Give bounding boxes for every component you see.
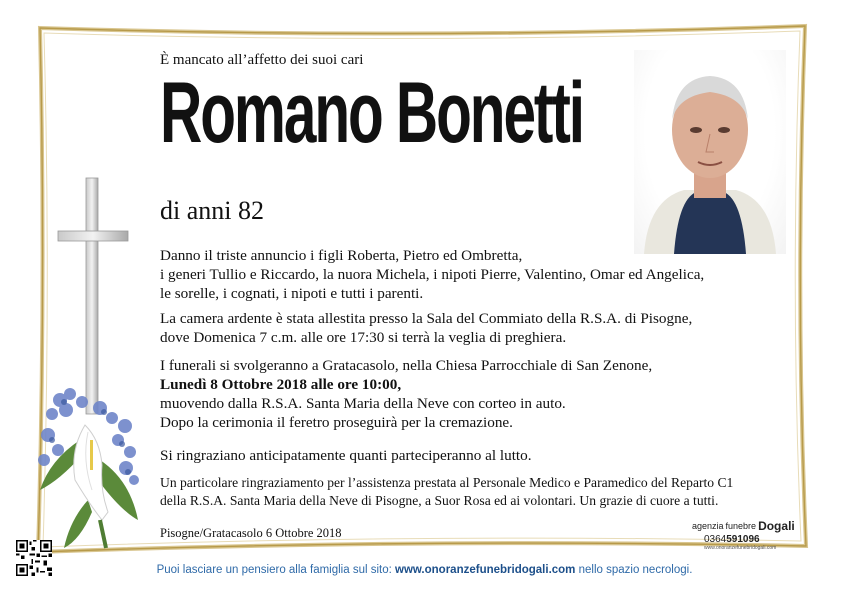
text-line: le sorelle, i cognati, i nipoti e tutti i parenti. — [160, 285, 424, 302]
text-line: dove Domenica 7 c.m. alle ore 17:30 si terrà la veglia di preghiera. — [160, 329, 567, 346]
text-line: Danno il triste annuncio i figli Roberta, Pietro ed Ombretta, — [160, 247, 523, 264]
logo-prefix: agenzia — [692, 521, 724, 531]
flower-bouquet-icon — [30, 380, 150, 550]
footer-text-end: nello spazio necrologi. — [578, 564, 693, 576]
text-line: i generi Tullio e Riccardo, la nuora Michela, i nipoti Pierre, Valentino, Omar ed Angelica, — [160, 266, 705, 283]
logo-website: www.onoranzefunebridogali.com — [704, 545, 777, 551]
text-line: Un particolare ringraziamento per l’assistenza prestata al Personale Medico e Paramedico del Reparto C1 — [160, 475, 734, 490]
wake-paragraph — [160, 309, 692, 347]
text-line: La camera ardente è stata allestita presso la Sala del Commiato della R.S.A. di Pisogne, — [160, 310, 693, 327]
place-date: Pisogne/Gratacasolo 6 Ottobre 2018 — [160, 526, 342, 540]
text-line: I funerali si svolgeranno a Gratacasolo, nella Chiesa Parrocchiale di San Zenone, — [160, 357, 653, 374]
text-line: muovendo dalla R.S.A. Santa Maria della Neve con corteo in auto. — [160, 395, 566, 412]
text-line: della R.S.A. Santa Maria della Neve di Pisogne, a Suor Rosa ed ai volontari. Un grazie di cuore a tutti. — [160, 493, 719, 508]
deceased-name: Romano Bonetti — [160, 65, 584, 161]
announcement-paragraph — [160, 246, 704, 303]
text-line: Dopo la cerimonia il feretro proseguirà per la cremazione. — [160, 414, 513, 431]
portrait-photo — [634, 50, 786, 254]
phone-number: 591096 — [726, 534, 760, 545]
special-thanks-paragraph — [160, 474, 733, 510]
footer-text: Puoi lasciare un pensiero alla famiglia sul sito: — [156, 564, 392, 576]
thanks-paragraph — [160, 446, 532, 465]
footer-website-link[interactable]: www.onoranzefunebridogali.com — [395, 564, 576, 576]
funeral-paragraph — [160, 356, 652, 432]
funeral-date: Lunedì 8 Ottobre 2018 alle ore 10:00, — [160, 376, 402, 393]
notice-intro: È mancato all’affetto dei suoi cari — [160, 52, 364, 68]
text-line: Si ringraziano anticipatamente quanti parteciperanno al lutto. — [160, 447, 532, 464]
logo-phone — [704, 534, 790, 545]
logo-middle: funebre — [725, 521, 757, 531]
logo-brand: Dogali — [758, 519, 795, 533]
phone-prefix: 0364 — [704, 534, 727, 545]
deceased-age: di anni 82 — [160, 196, 264, 225]
agency-logo — [690, 518, 795, 551]
footer-message — [0, 564, 849, 576]
